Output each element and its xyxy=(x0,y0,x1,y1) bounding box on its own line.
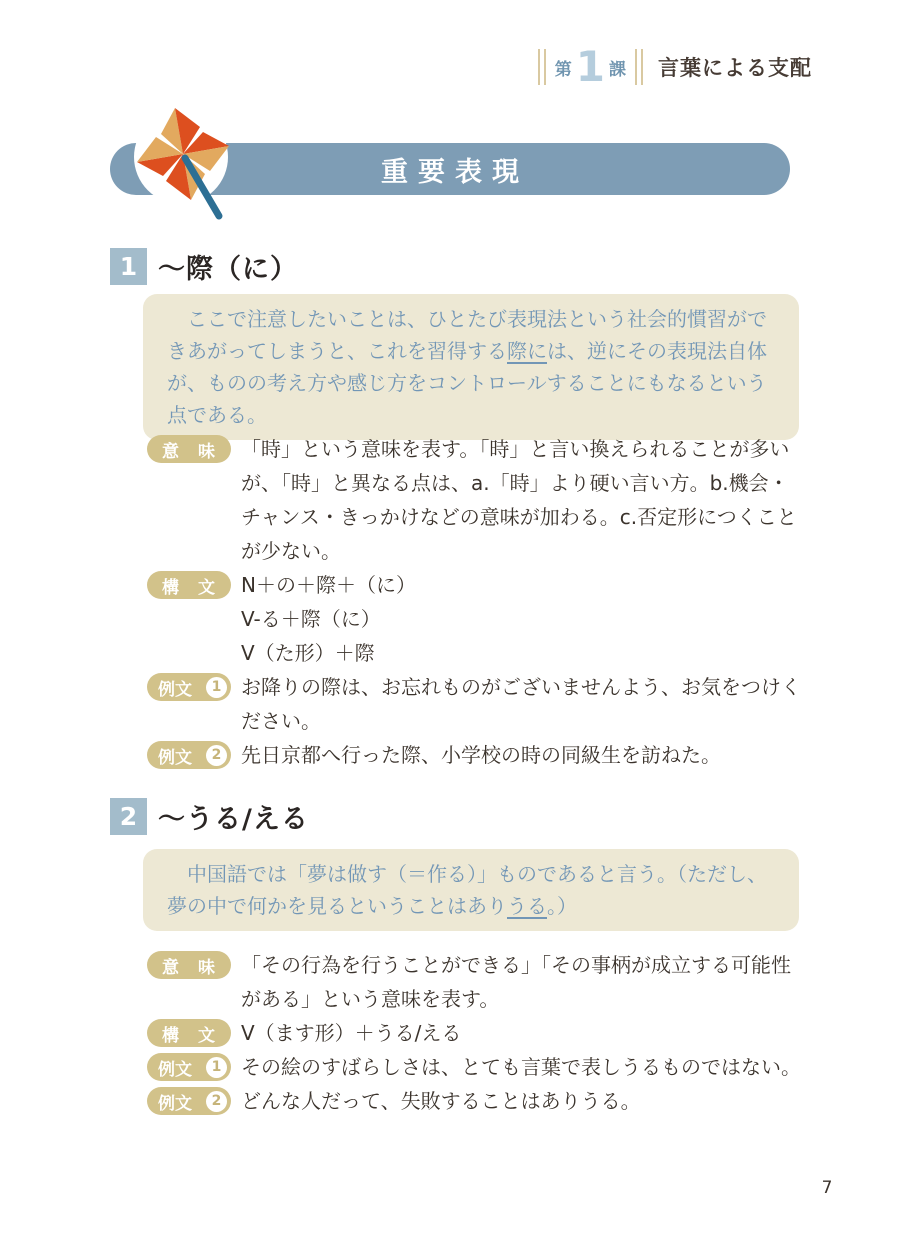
example-number-1: 1 xyxy=(206,1057,227,1078)
section-1-number-badge: 1 xyxy=(110,248,147,285)
example-label-text: 例文 xyxy=(158,747,192,768)
example-1-label xyxy=(147,1053,231,1081)
section-2-definition-rows xyxy=(147,948,802,1118)
double-bar-decoration xyxy=(538,49,546,85)
example-2-label xyxy=(147,741,231,769)
note-text-pre: ここで注意したいことは、ひとたび表現法という社会的慣習ができあがってしまうと、これを習得する xyxy=(167,307,767,363)
example-number-2: 2 xyxy=(206,1091,227,1112)
structure-text xyxy=(241,1016,802,1050)
banner-title: 重要表現 xyxy=(381,156,529,188)
section-2-note-box xyxy=(143,849,799,931)
example-number-2: 2 xyxy=(206,745,227,766)
meaning-row xyxy=(147,948,802,1016)
example-label-text: 例文 xyxy=(158,679,192,700)
lesson-label xyxy=(554,42,626,91)
section-1-title: ～際（に） xyxy=(158,254,298,285)
example-2-row xyxy=(147,1084,802,1118)
structure-text xyxy=(241,568,802,670)
structure-label: 構 文 xyxy=(147,1019,231,1047)
structure-label: 構 文 xyxy=(147,571,231,599)
note-text-underlined: 際に xyxy=(507,339,547,363)
page-header xyxy=(538,44,812,90)
section-1-note-box xyxy=(143,294,799,440)
example-1-row xyxy=(147,670,802,738)
meaning-text: 「その行為を行うことができる」「その事柄が成立する可能性がある」という意味を表す。 xyxy=(241,953,791,1011)
chapter-title: 言葉による支配 xyxy=(658,56,812,80)
structure-line: N＋の＋際＋（に） xyxy=(241,573,416,597)
meaning-label: 意 味 xyxy=(147,435,231,463)
meaning-row xyxy=(147,432,802,568)
note-text-post: は、逆にその表現法自体が、ものの考え方や感じ方をコントロールすることにもなるという点である。 xyxy=(167,339,767,427)
example-2-row xyxy=(147,738,802,772)
example-1-text: その絵のすばらしさは、とても言葉で表しうるものではない。 xyxy=(241,1055,801,1079)
page-number: 7 xyxy=(821,1178,833,1198)
example-1-label xyxy=(147,673,231,701)
section-2-title: ～うる/える xyxy=(158,804,309,835)
section-2-heading xyxy=(110,797,309,836)
double-bar-decoration xyxy=(635,49,643,85)
section-2-number-badge: 2 xyxy=(110,798,147,835)
note-text-post: 。） xyxy=(547,894,577,918)
example-label-text: 例文 xyxy=(158,1093,192,1114)
section-1-heading xyxy=(110,247,298,286)
example-2-text: どんな人だって、失敗することはありうる。 xyxy=(241,1089,641,1113)
lesson-number: 1 xyxy=(575,42,605,91)
section-2-note-text xyxy=(167,858,775,922)
lesson-prefix: 第 xyxy=(554,59,572,80)
structure-row xyxy=(147,568,802,670)
meaning-label: 意 味 xyxy=(147,951,231,979)
example-2-text: 先日京都へ行った際、小学校の時の同級生を訪ねた。 xyxy=(241,743,721,767)
pinwheel-icon xyxy=(125,102,245,222)
structure-line: V（ます形）＋うる/える xyxy=(241,1021,462,1045)
section-1-definition-rows xyxy=(147,432,802,772)
example-1-text: お降りの際は、お忘れものがございませんよう、お気をつけください。 xyxy=(241,675,801,733)
structure-line: V（た形）＋際 xyxy=(241,641,375,665)
section-1-note-text xyxy=(167,303,775,431)
example-number-1: 1 xyxy=(206,677,227,698)
structure-row xyxy=(147,1016,802,1050)
note-text-underlined: うる xyxy=(507,894,547,918)
example-label-text: 例文 xyxy=(158,1059,192,1080)
note-text-pre: 中国語では「夢は做す（＝作る）」ものであると言う。（ただし、夢の中で何かを見るということはあり xyxy=(167,862,767,918)
example-1-row xyxy=(147,1050,802,1084)
lesson-suffix: 課 xyxy=(609,59,626,80)
example-2-label xyxy=(147,1087,231,1115)
meaning-text: 「時」という意味を表す。「時」と言い換えられることが多いが、「時」と異なる点は、a.「時」より硬い言い方。b.機会・チャンス・きっかけなどの意味が加わる。c.否定形につくことが少ない。 xyxy=(241,437,797,563)
structure-line: V-る＋際（に） xyxy=(241,607,381,631)
